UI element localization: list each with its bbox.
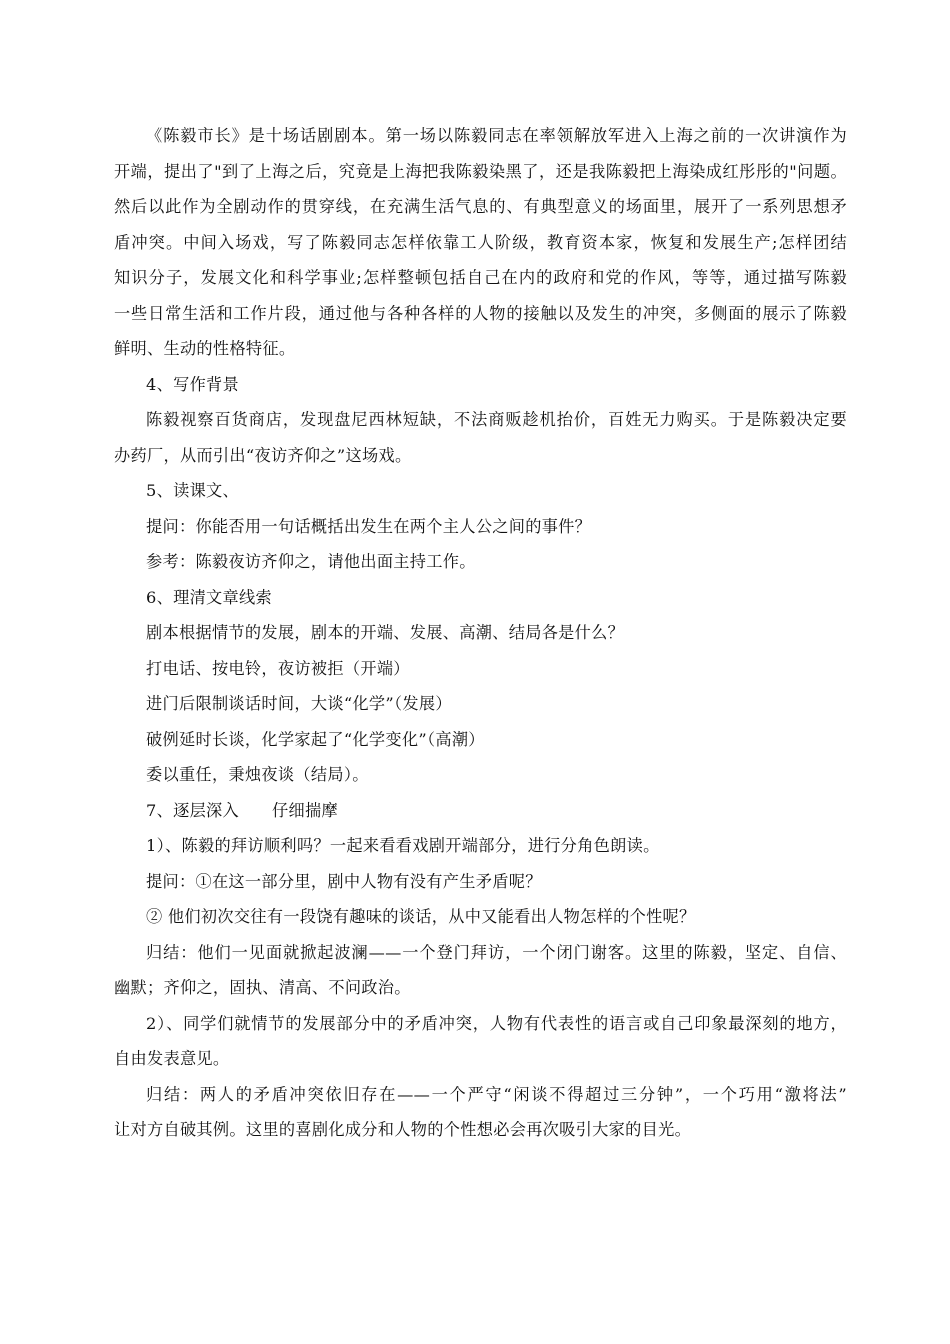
text-line: 自由发表意见。 bbox=[114, 1049, 230, 1068]
text-line: 办药厂，从而引出“夜访齐仰之”这场戏。 bbox=[114, 445, 412, 465]
text-line: 《陈毅市长》是十场话剧剧本。第一场以陈毅同志在率领解放军进入上海之前的一次讲演作为 bbox=[146, 126, 847, 145]
text-line: 归结：两人的矛盾冲突依旧存在——一个严守“闲谈不得超过三分钟”，一个巧用“激将法” bbox=[146, 1084, 847, 1104]
paragraph-intro bbox=[114, 118, 847, 367]
plot-item: 破例延时长谈，化学家起了“化学变化”（高潮） bbox=[146, 729, 485, 749]
paragraph-background bbox=[114, 402, 847, 473]
paragraph-summary-1 bbox=[114, 935, 847, 1006]
text-line: 1）、陈毅的拜访顺利吗？一起来看看戏剧开端部分，进行分角色朗读。 bbox=[146, 836, 660, 855]
section-heading: 7、逐层深入 仔细揣摩 bbox=[146, 800, 338, 820]
text-line: 让对方自破其例。这里的喜剧化成分和人物的个性想必会再次吸引大家的目光。 bbox=[114, 1120, 692, 1139]
text-line: 盾冲突。中间入场戏，写了陈毅同志怎样依靠工人阶级，教育资本家，恢复和发展生产;怎样团结 bbox=[114, 232, 847, 252]
text-line: 陈毅视察百货商店，发现盘尼西林短缺，不法商贩趁机抬价，百姓无力购买。于是陈毅决定要 bbox=[146, 410, 847, 429]
text-line: 然后以此作为全剧动作的贯穿线，在充满生活气息的、有典型意义的场面里，展开了一系列思想矛 bbox=[114, 197, 847, 216]
section-heading: 6、理清文章线索 bbox=[146, 587, 273, 607]
question-line: ② 他们初次交往有一段饶有趣味的谈话，从中又能看出人物怎样的个性呢？ bbox=[146, 907, 696, 926]
plot-item: 委以重任，秉烛夜谈（结局）。 bbox=[146, 765, 369, 784]
plot-item: 打电话、按电铃，夜访被拒（开端） bbox=[146, 658, 410, 678]
question-line: 剧本根据情节的发展，剧本的开端、发展、高潮、结局各是什么？ bbox=[146, 623, 625, 642]
answer-line: 参考：陈毅夜访齐仰之，请他出面主持工作。 bbox=[146, 552, 476, 571]
question-line: 提问：①在这一部分里，剧中人物有没有产生矛盾呢？ bbox=[146, 871, 542, 891]
plot-item: 进门后限制谈话时间，大谈“化学”（发展） bbox=[146, 694, 452, 713]
section-heading: 4、写作背景 bbox=[146, 374, 240, 394]
document-page bbox=[114, 118, 847, 1148]
text-line: 知识分子，发展文化和科学事业;怎样整顿包括自己在内的政府和党的作风，等等，通过描写陈毅 bbox=[114, 268, 847, 287]
text-line: 归结：他们一见面就掀起波澜——一个登门拜访，一个闭门谢客。这里的陈毅，坚定、自信、 bbox=[146, 942, 847, 962]
text-line: 幽默；齐仰之，固执、清高、不问政治。 bbox=[114, 978, 411, 997]
paragraph-discussion bbox=[114, 1006, 847, 1077]
paragraph-summary-2 bbox=[114, 1077, 847, 1148]
section-heading: 5、读课文、 bbox=[146, 481, 240, 500]
text-line: 鲜明、生动的性格特征。 bbox=[114, 339, 296, 358]
text-line: 一些日常生活和工作片段，通过他与各种各样的人物的接触以及发生的冲突，多侧面的展示了陈毅 bbox=[114, 303, 847, 323]
text-line: 2）、同学们就情节的发展部分中的矛盾冲突，人物有代表性的语言或自己印象最深刻的地方， bbox=[146, 1013, 847, 1033]
text-line: 开端，提出了"到了上海之后，究竟是上海把我陈毅染黑了，还是我陈毅把上海染成红彤彤的"问题。 bbox=[114, 161, 847, 181]
question-line: 提问：你能否用一句话概括出发生在两个主人公之间的事件？ bbox=[146, 516, 592, 536]
